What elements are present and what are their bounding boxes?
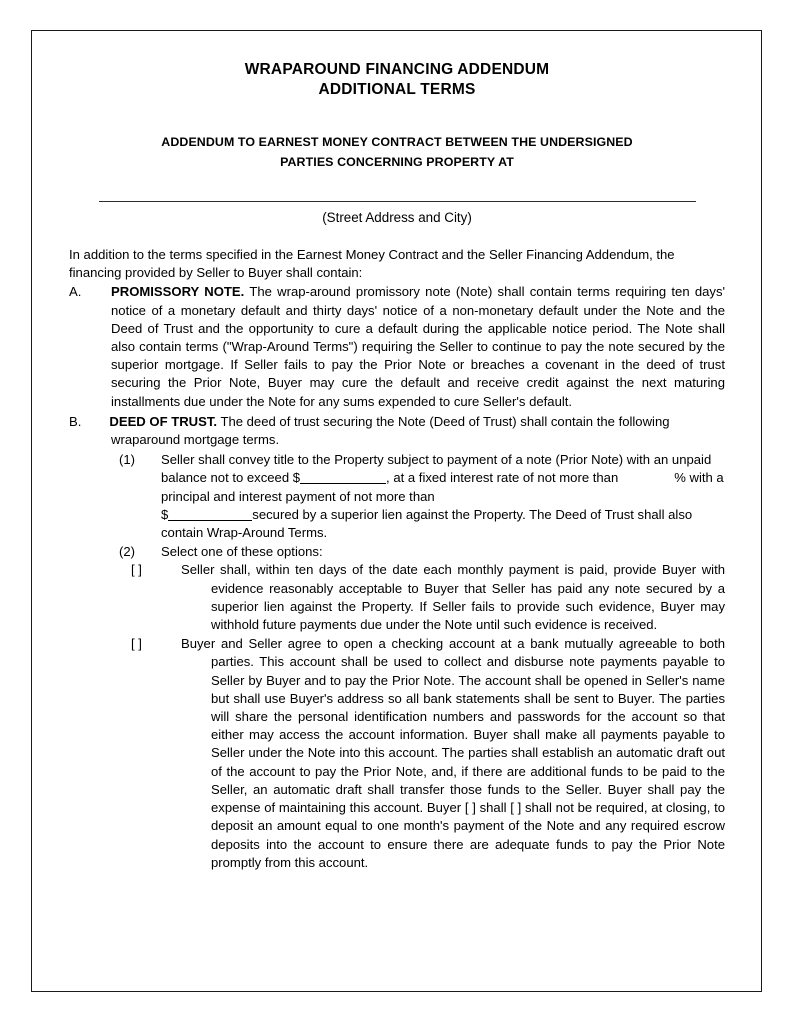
document-title-line-1: WRAPAROUND FINANCING ADDENDUM xyxy=(244,61,550,78)
prior-note-balance-blank[interactable] xyxy=(300,470,386,484)
option-2-text-a: Buyer and Seller agree to open a checking account at a bank mutually agreeable to both parties. This account shall be used to collect and disburse note payments payable to Seller by Buyer and to pay the Prior Note. The account shall be opened in Seller's name but shall use Buyer's address so all bank statements shall be sent to Buyer. The parties will share the personal identification numbers and passwords for the account so that either may access the account information. Buyer shall make all payments payable to Seller under the Note into this account. The parties shall establish an automatic draft out of the account to pay the Prior Note, and, if there are additional funds to be paid to the Seller, an automatic draft shall transfer those funds to the Seller. Buyer shall pay the expense of maintaining this account. Buyer xyxy=(181,636,725,816)
option-2-checkbox[interactable]: [ ] xyxy=(131,636,142,652)
document-page-frame xyxy=(31,30,762,992)
section-a-label: A. xyxy=(69,284,82,300)
section-b xyxy=(69,413,725,449)
item-1-body-continued xyxy=(161,506,725,542)
buyer-shall-not-checkbox[interactable]: [ ] xyxy=(510,800,522,816)
address-caption: (Street Address and City) xyxy=(322,210,472,225)
item-1 xyxy=(119,451,725,542)
section-b-text: The deed of trust securing the Note (Deed of Trust) shall contain the following wraparound mortgage terms. xyxy=(111,413,670,448)
document-body xyxy=(69,246,725,872)
item-1-label: (1) xyxy=(119,452,136,468)
document-content xyxy=(69,60,725,872)
option-2-text-b: shall xyxy=(475,800,511,816)
option-1-checkbox[interactable]: [ ] xyxy=(131,562,142,578)
section-a-heading: PROMISSORY NOTE. xyxy=(111,284,245,300)
option-1[interactable] xyxy=(131,561,725,634)
option-2[interactable] xyxy=(131,635,725,872)
item-1-text-part-4: $ xyxy=(161,506,169,522)
section-b-body xyxy=(69,413,725,449)
option-2-text-c: shall not be required, at closing, to deposit an amount equal to one month's payment of the Note and any required escrow deposits into the account to ensure there are adequate funds to pay the Prior Note promptly from this account. xyxy=(211,800,725,870)
address-fill-line[interactable] xyxy=(99,201,696,202)
document-subtitle-line-1: ADDENDUM TO EARNEST MONEY CONTRACT BETWEEN THE UNDERSIGNED xyxy=(161,135,633,149)
section-a-text: The wrap-around promissory note (Note) shall contain terms requiring ten days' notice of a monetary default and thirty days' notice of a non-monetary default under the Note and the Deed of Trust and the opportunity to cure a default during the applicable notice period. The Note shall also contain terms ("Wrap-Around Terms") requiring the Seller to continue to pay the note secured by the superior mortgage. If Seller fails to pay the Prior Note or breaches a covenant in the deed of trust securing the Prior Note, Buyer may cure the default and receive credit against the next maturing installments due under the Note for any sums expended to cure Seller's default. xyxy=(111,284,726,409)
document-subtitle-line-2: PARTIES CONCERNING PROPERTY AT xyxy=(280,155,514,169)
item-2-label: (2) xyxy=(119,544,136,560)
option-1-text: Seller shall, within ten days of the date each monthly payment is paid, provide Buyer with evidence reasonably acceptable to Buyer that Seller has paid any note secured by a superior lien against the Property. If Seller fails to provide such evidence, Buyer may withhold future payments due under the Note until such evidence is received. xyxy=(181,562,725,633)
item-2 xyxy=(119,543,725,561)
section-b-heading: DEED OF TRUST. xyxy=(109,413,218,429)
document-title xyxy=(69,60,725,100)
document-title-line-2: ADDITIONAL TERMS xyxy=(318,81,476,98)
item-1-text-part-1: Seller shall convey title to the Property subject to payment of a note (Prior Note) with an unpaid balance not to exceed $ xyxy=(161,452,712,486)
intro-paragraph: In addition to the terms specified in the Earnest Money Contract and the Seller Financing Addendum, the financing provided by Seller to Buyer shall contain: xyxy=(69,247,675,281)
item-1-text-part-3: % with a principal and interest payment of not more than xyxy=(161,470,724,504)
payment-amount-blank[interactable] xyxy=(168,507,252,521)
section-a xyxy=(69,283,725,410)
document-subtitle xyxy=(69,132,725,172)
section-a-body xyxy=(111,283,725,410)
item-1-text-part-2: , at a fixed interest rate of not more than xyxy=(386,470,619,486)
item-2-prompt: Select one of these options: xyxy=(161,544,323,560)
section-b-label: B. xyxy=(69,413,82,429)
item-1-body xyxy=(161,451,725,506)
buyer-shall-checkbox[interactable]: [ ] xyxy=(464,800,476,816)
item-1-text-part-5: secured by a superior lien against the Property. The Deed of Trust shall also contain Wrap-Around Terms. xyxy=(161,506,693,541)
